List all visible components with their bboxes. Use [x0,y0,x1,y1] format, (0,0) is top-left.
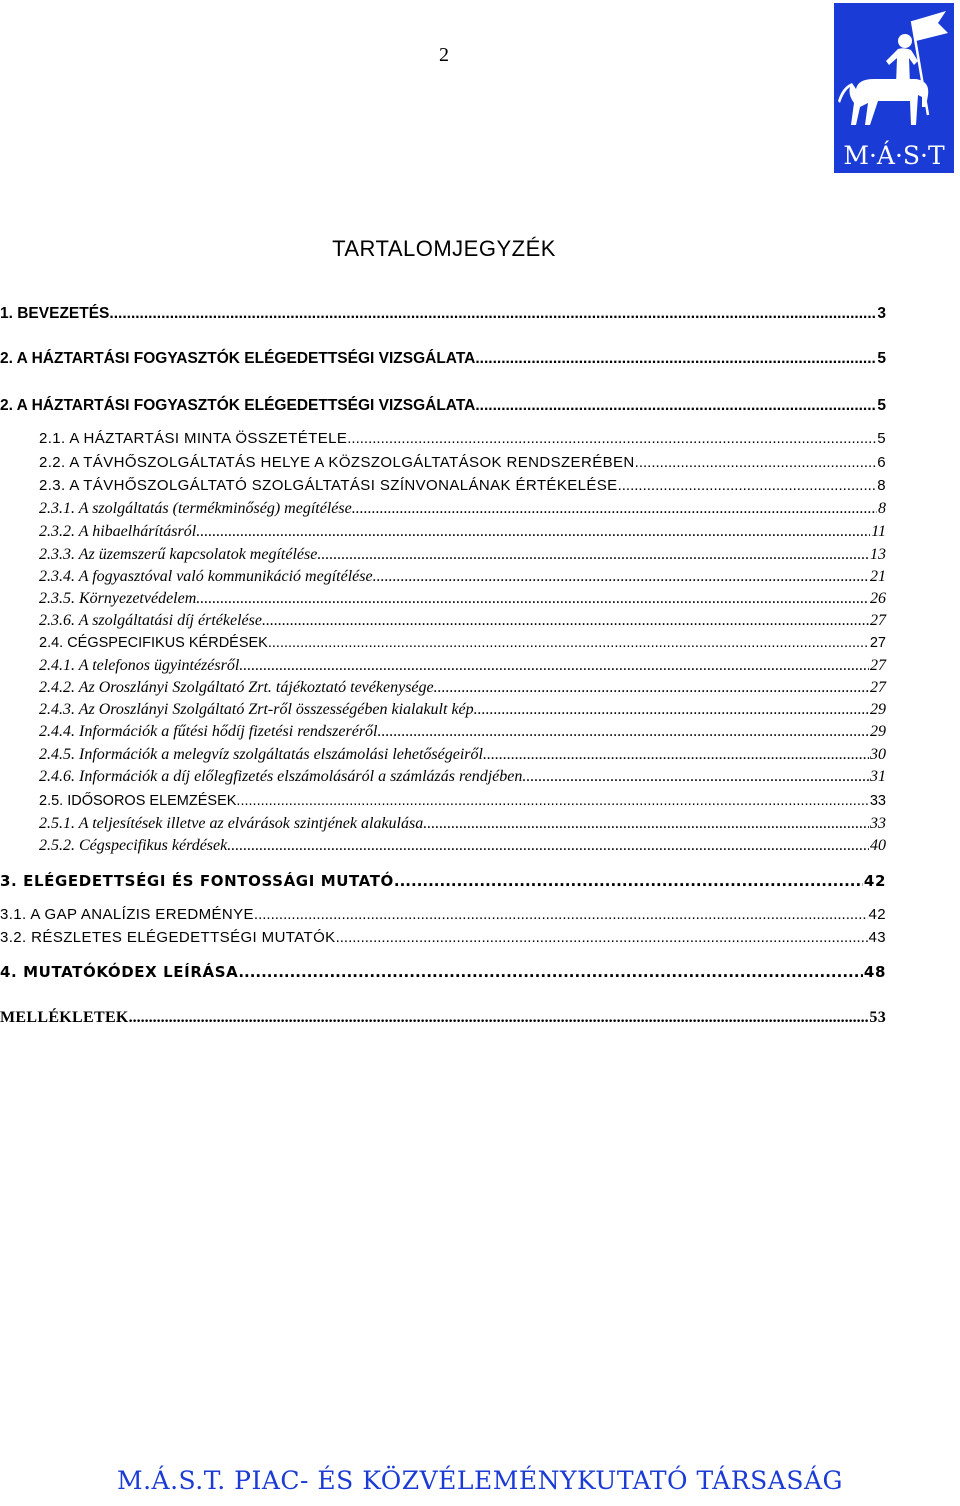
toc-dot-leader [196,589,869,609]
toc-entry-page-number: 30 [870,746,886,763]
toc-dot-leader [373,567,869,587]
toc-entry-page-number: 26 [870,590,886,607]
toc-entry[interactable] [39,656,886,676]
toc-entry-label: 2.4. CÉGSPECIFIKUS KÉRDÉSEK [39,635,268,651]
toc-entry-page-number: 3 [877,305,886,322]
toc-entry-page-number: 5 [877,397,886,414]
toc-entry-label: 2.3.1. A szolgáltatás (termékminőség) megítélése [39,500,352,517]
toc-dot-leader [268,633,869,653]
toc-dot-leader [262,611,869,631]
toc-entry-label: 4. MUTATÓKÓDEX LEÍRÁSA [0,963,239,981]
toc-entry[interactable] [0,871,886,891]
toc-entry-label: 3.1. A GAP ANALÍZIS EREDMÉNYE [0,906,254,923]
toc-entry[interactable] [39,589,886,609]
toc-entry-page-number: 27 [870,657,886,674]
mast-logo [834,3,954,173]
toc-entry-label: 2.3. A TÁVHŐSZOLGÁLTATÓ SZOLGÁLTATÁSI SZÍNVONALÁNAK ÉRTÉKELÉSE [39,477,618,494]
toc-entry[interactable] [39,545,886,565]
toc-entry[interactable] [39,611,886,631]
toc-entry-page-number: 27 [870,612,886,629]
toc-entry[interactable] [39,814,886,834]
toc-entry-page-number: 42 [868,906,886,923]
toc-entry[interactable] [0,304,886,324]
toc-dot-leader [618,476,877,496]
toc-entry[interactable] [0,928,886,948]
toc-entry-page-number: 42 [863,872,886,890]
toc-dot-leader [317,545,869,565]
toc-entry[interactable] [39,476,886,496]
toc-entry-label: 2.1. A HÁZTARTÁSI MINTA ÖSSZETÉTELE [39,430,348,447]
toc-entry-label: 2.4.2. Az Oroszlányi Szolgáltató Zrt. tájékoztató tevékenysége [39,679,434,696]
toc-entry-page-number: 8 [877,477,886,494]
toc-entry[interactable] [39,700,886,720]
toc-entry-page-number: 31 [870,768,886,785]
toc-dot-leader [394,871,863,891]
toc-dot-leader [336,928,868,948]
toc-entry[interactable] [39,499,886,519]
toc-dot-leader [109,304,876,324]
toc-entry-label: 2.3.4. A fogyasztóval való kommunikáció megítélése [39,568,373,585]
toc-entry[interactable] [0,396,886,416]
toc-dot-leader [475,349,876,369]
toc-entry-page-number: 29 [870,723,886,740]
toc-entry[interactable] [39,429,886,449]
toc-entry[interactable] [39,836,886,856]
toc-entry[interactable] [0,1008,886,1028]
centaur-with-flag-icon [834,3,954,173]
toc-entry[interactable] [39,791,886,811]
toc-entry[interactable] [0,905,886,925]
toc-entry-page-number: 53 [869,1009,886,1026]
toc-entry-page-number: 8 [878,500,886,517]
toc-entry-page-number: 6 [877,454,886,471]
toc-entry[interactable] [39,633,886,653]
toc-entry-label: 2.3.5. Környezetvédelem [39,590,197,607]
toc-dot-leader [423,814,869,834]
toc-dot-leader [129,1008,869,1028]
toc-entry-label: 2.4.3. Az Oroszlányi Szolgáltató Zrt-ről összességében kialakult kép [39,701,474,718]
toc-dot-leader [377,722,869,742]
toc-entry[interactable] [39,567,886,587]
toc-entry-page-number: 33 [870,815,886,832]
toc-dot-leader [352,499,877,519]
toc-entry[interactable] [0,962,886,982]
toc-entry-label: 2.3.2. A hibaelhárításról [39,523,197,540]
toc-dot-leader [196,522,870,542]
footer-company-name: M.Á.S.T. PIAC- ÉS KÖZVÉLEMÉNYKUTATÓ TÁRSASÁG [117,1466,843,1495]
toc-dot-leader [475,396,876,416]
toc-entry-page-number: 13 [870,546,886,563]
toc-entry-label: MELLÉKLETEK [0,1009,129,1026]
toc-entry[interactable] [39,678,886,698]
toc-dot-leader [522,767,869,787]
toc-dot-leader [238,962,863,982]
toc-entry-label: 2.5.2. Cégspecifikus kérdések [39,837,228,854]
toc-entry-page-number: 27 [869,635,886,651]
toc-entry-label: 3.2. RÉSZLETES ELÉGEDETTSÉGI MUTATÓK [0,929,336,946]
toc-entry-page-number: 21 [870,568,886,585]
toc-entry-page-number: 48 [863,963,886,981]
toc-entry-label: 2.4.5. Információk a melegvíz szolgáltatás elszámolási lehetőségeiről [39,746,483,763]
toc-dot-leader [635,453,877,473]
toc-entry-label: 3. ELÉGEDETTSÉGI ÉS FONTOSSÁGI MUTATÓ [0,872,394,890]
toc-dot-leader [434,678,869,698]
toc-entry[interactable] [39,722,886,742]
toc-entry-label: 2.3.3. Az üzemszerű kapcsolatok megítélése [39,546,318,563]
toc-entry-label: 2. A HÁZTARTÁSI FOGYASZTÓK ELÉGEDETTSÉGI VIZSGÁLATA [0,397,476,414]
toc-entry[interactable] [39,745,886,765]
toc-entry-label: 2.4.6. Információk a díj előlegfizetés elszámolásáról a számlázás rendjében [39,768,523,785]
toc-entry-page-number: 43 [868,929,886,946]
toc-entry-page-number: 27 [870,679,886,696]
toc-dot-leader [254,905,868,925]
toc-entry-page-number: 29 [870,701,886,718]
toc-dot-leader [239,656,869,676]
toc-entry[interactable] [39,767,886,787]
toc-entry[interactable] [39,522,886,542]
toc-dot-leader [483,745,869,765]
logo-text: M·Á·S·T [843,141,945,170]
toc-entry-page-number: 5 [877,430,886,447]
page-number: 2 [439,44,449,66]
toc-dot-leader [227,836,869,856]
toc-entry-label: 2.4.4. Információk a fűtési hődíj fizetési rendszeréről [39,723,378,740]
toc-entry-label: 2.5.1. A teljesítések illetve az elvárások szintjének alakulása [39,815,424,832]
toc-entry-page-number: 5 [877,350,886,367]
toc-entry-page-number: 33 [869,793,886,809]
toc-entry[interactable] [39,453,886,473]
toc-dot-leader [474,700,869,720]
toc-entry-label: 2.2. A TÁVHŐSZOLGÁLTATÁS HELYE A KÖZSZOLGÁLTATÁSOK RENDSZERÉBEN [39,454,635,471]
toc-entry-label: 2. A HÁZTARTÁSI FOGYASZTÓK ELÉGEDETTSÉGI VIZSGÁLATA [0,350,476,367]
toc-dot-leader [236,791,868,811]
toc-entry-label: 2.5. IDŐSOROS ELEMZÉSEK [39,793,237,809]
toc-entry-label: 1. BEVEZETÉS [0,305,110,322]
toc-entry-page-number: 40 [870,837,886,854]
toc-entry-page-number: 11 [871,523,886,540]
toc-entry-label: 2.3.6. A szolgáltatási díj értékelése [39,612,262,629]
toc-entry-label: 2.4.1. A telefonos ügyintézésről [39,657,240,674]
toc-entry[interactable] [0,349,886,369]
toc-title: TARTALOMJEGYZÉK [332,236,556,261]
toc-dot-leader [347,429,876,449]
